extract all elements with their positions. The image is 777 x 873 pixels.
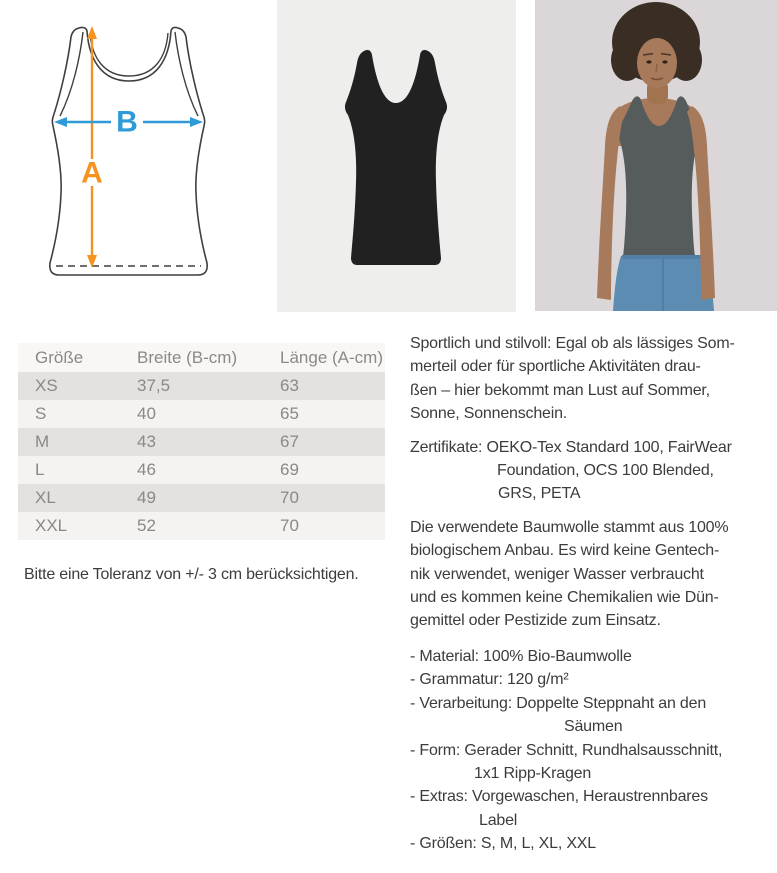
table-row (18, 512, 385, 540)
table-body (18, 372, 385, 540)
paragraph (410, 332, 777, 426)
table-cell: 70 (280, 488, 299, 507)
text-line: - Größen: S, M, L, XL, XXL (410, 835, 596, 853)
text-line: Zertifikate: OEKO-Tex Standard 100, FairWear (410, 438, 732, 456)
product-description (410, 332, 777, 866)
tank-top-measurement-drawing (0, 0, 260, 310)
paragraph (410, 436, 777, 506)
table-row (18, 372, 385, 400)
table-cell: 65 (280, 404, 299, 423)
text-line: - Verarbeitung: Doppelte Steppnaht an den (410, 694, 707, 712)
table-cell: M (35, 432, 50, 451)
text-line: Sonne, Sonnenschein. (410, 405, 568, 423)
text-line: - Material: 100% Bio-Baumwolle (410, 647, 632, 665)
text-line: - Grammatur: 120 g/m² (410, 671, 569, 689)
text-line: Foundation, OCS 100 Blended, (497, 462, 714, 480)
table-cell: XL (35, 488, 56, 507)
column-header-width: Breite (B-cm) (137, 347, 238, 367)
length-arrowhead-top (87, 26, 97, 39)
column-header-length: Länge (A-cm) (280, 347, 383, 367)
size-table (18, 343, 385, 540)
tank-outline (50, 27, 207, 275)
table-cell: S (35, 404, 47, 423)
paragraph (410, 516, 777, 633)
text-line: Säumen (564, 718, 623, 736)
measurement-diagram-image[interactable] (0, 0, 260, 310)
table-row (18, 428, 385, 456)
face (637, 38, 677, 88)
table-cell: XXL (35, 516, 68, 535)
table-cell: 52 (137, 516, 156, 535)
text-line: 1x1 Ripp-Kragen (474, 764, 592, 782)
table-cell: L (35, 460, 45, 479)
text-line: nik verwendet, weniger Wasser verbraucht (410, 565, 704, 583)
text-line: Label (479, 811, 518, 829)
product-photo-model[interactable] (535, 0, 777, 311)
text-line: Die verwendete Baumwolle stammt aus 100% (410, 518, 729, 536)
table-cell: XS (35, 376, 58, 395)
table-cell: 46 (137, 460, 156, 479)
table-cell: 69 (280, 460, 299, 479)
black-tank-top-photo (277, 0, 516, 312)
table-cell: 40 (137, 404, 156, 423)
width-label: B (116, 105, 138, 139)
column-header-size: Größe (35, 347, 84, 367)
jeans (613, 255, 714, 311)
text-line: biologischem Anbau. Es wird keine Gentech- (410, 542, 720, 560)
table-cell: 43 (137, 432, 156, 451)
text-line: merteil oder für sportliche Aktivitäten drau- (410, 358, 701, 376)
text-line: Sportlich und stilvoll: Egal ob als lässiges Som- (410, 335, 735, 352)
text-line: GRS, PETA (498, 485, 581, 503)
text-line: ßen – hier bekommt man Lust auf Sommer, (410, 381, 710, 399)
paragraph (410, 645, 777, 856)
table-cell: 49 (137, 488, 156, 507)
text-line: - Form: Gerader Schnitt, Rundhalsausschnitt, (410, 741, 723, 759)
tolerance-note: Bitte eine Toleranz von +/- 3 cm berücksichtigen. (24, 566, 359, 583)
text-line: gemittel oder Pestizide zum Einsatz. (410, 612, 661, 630)
table-header-row (18, 343, 385, 372)
table-cell: 37,5 (137, 376, 171, 395)
table-cell: 70 (280, 516, 299, 535)
table-row (18, 456, 385, 484)
text-line: - Extras: Vorgewaschen, Heraustrennbares (410, 788, 708, 806)
table-cell: 67 (280, 432, 299, 451)
model-wearing-tank-top-photo (535, 0, 777, 311)
text-line: und es kommen keine Chemikalien wie Dün- (410, 589, 719, 607)
table-row (18, 484, 385, 512)
product-photo-flat[interactable] (277, 0, 516, 312)
table-row (18, 400, 385, 428)
table-cell: 63 (280, 376, 299, 395)
length-label: A (81, 156, 103, 190)
